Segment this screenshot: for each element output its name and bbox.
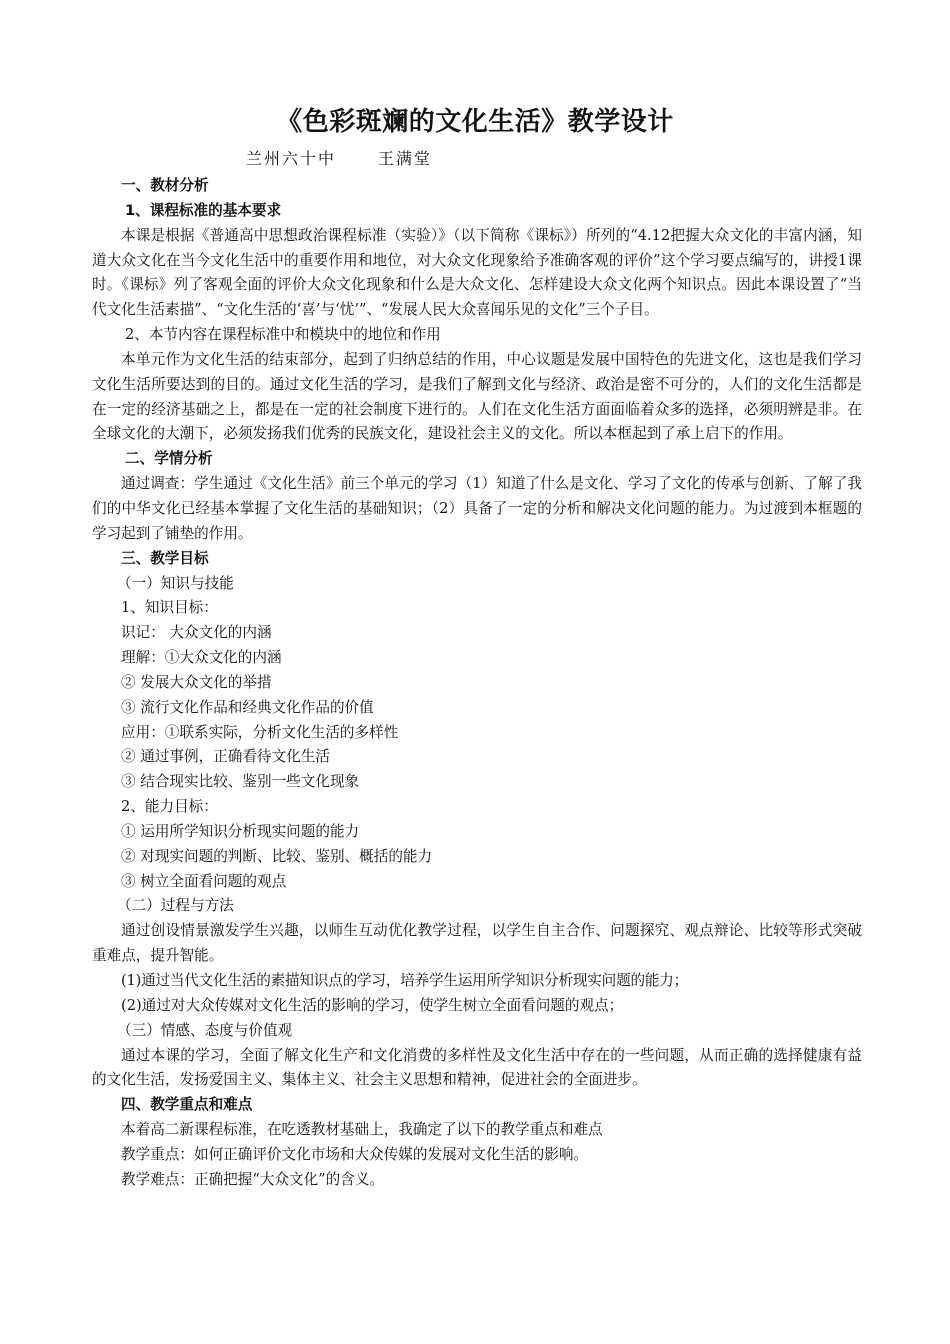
paragraph: 应用：①联系实际，分析文化生活的多样性 bbox=[121, 723, 399, 741]
document-body bbox=[92, 174, 862, 1193]
paragraph: 本课是根据《普通高中思想政治课程标准（实验）》（以下简称《课标》）所列的“4.12把握大众文化的丰富内涵，知道大众文化在当今文化生活中的重要作用和地位，对大众文化现象给予准确客观的评价”这个学习要点编写的，讲授1课时。《课标》列了客观全面的评价大众文化现象和什么是大众文化、怎样建设大众文化两个知识点。因此本课设置了“当代文化生活素描”、“文化生活的‘喜’与‘忧’”、“发展人民大众喜闻乐见的文化”三个子目。 bbox=[92, 226, 862, 319]
document-title: 《色彩斑斓的文化生活》教学设计 bbox=[276, 107, 674, 137]
section-heading: 四、教学重点和难点 bbox=[121, 1096, 253, 1114]
section-heading: 1、课程标准的基本要求 bbox=[125, 201, 282, 219]
paragraph: 理解：①大众文化的内涵 bbox=[121, 649, 282, 667]
author-line bbox=[246, 148, 432, 170]
section-heading: 一、教材分析 bbox=[121, 177, 209, 194]
paragraph: 1、知识目标： bbox=[121, 599, 218, 617]
paragraph: 教学难点：正确把握“大众文化”的含义。 bbox=[121, 1170, 385, 1188]
paragraph: 本单元作为文化生活的结束部分，起到了归纳总结的作用，中心议题是发展中国特色的先进文化，这也是我们学习文化生活所要达到的目的。通过文化生活的学习，是我们了解到文化与经济、政治是密不可分的，人们的文化生活都是在一定的经济基础之上，都是在一定的社会制度下进行的。人们在文化生活方面面临着众多的选择，必须明辨是非。在全球文化的大潮下，必须发扬我们优秀的民族文化，建设社会主义的文化。所以本框起到了承上启下的作用。 bbox=[92, 350, 862, 443]
section-heading: 三、教学目标 bbox=[121, 549, 209, 567]
section-heading: 二、学情分析 bbox=[125, 450, 213, 468]
paragraph: 通过创设情景激发学生兴趣，以师生互动优化教学过程，以学生自主合作、问题探究、观点辩论、比较等形式突破重难点，提升智能。 bbox=[92, 922, 862, 965]
paragraph: ② 对现实问题的判断、比较、鉴别、概括的能力 bbox=[121, 847, 433, 865]
paragraph: 教学重点：如何正确评价文化市场和大众传媒的发展对文化生活的影响。 bbox=[121, 1145, 589, 1163]
paragraph: 识记： 大众文化的内涵 bbox=[121, 624, 272, 642]
paragraph: ② 发展大众文化的举措 bbox=[121, 673, 272, 691]
paragraph: ③ 结合现实比较、鉴别一些文化现象 bbox=[121, 773, 360, 791]
paragraph: （二）过程与方法 bbox=[117, 897, 234, 915]
paragraph: 通过本课的学习，全面了解文化生产和文化消费的多样性及文化生活中存在的一些问题，从而正确的选择健康有益的文化生活，发扬爱国主义、集体主义、社会主义思想和精神，促进社会的全面进步。 bbox=[92, 1046, 862, 1089]
paragraph: ③ 树立全面看问题的观点 bbox=[121, 872, 287, 890]
paragraph: ② 通过事例，正确看待文化生活 bbox=[121, 748, 330, 766]
paragraph: （三）情感、态度与价值观 bbox=[117, 1021, 293, 1039]
paragraph: 2、本节内容在课程标准中和模块中的地位和作用 bbox=[125, 326, 441, 344]
paragraph: ③ 流行文化作品和经典文化作品的价值 bbox=[121, 698, 374, 716]
paragraph: （一）知识与技能 bbox=[117, 574, 234, 592]
paragraph: 2、能力目标： bbox=[121, 798, 218, 816]
paragraph: ① 运用所学知识分析现实问题的能力 bbox=[121, 822, 360, 840]
paragraph: 本着高二新课程标准，在吃透教材基础上，我确定了以下的教学重点和难点 bbox=[121, 1121, 603, 1139]
author-school: 兰州六十中 bbox=[246, 149, 337, 168]
paragraph: (2)通过对大众传媒对文化生活的影响的学习，使学生树立全面看问题的观点； bbox=[121, 996, 624, 1014]
paragraph: (1)通过当代文化生活的素描知识点的学习，培养学生运用所学知识分析现实问题的能力； bbox=[121, 972, 689, 989]
paragraph: 通过调查：学生通过《文化生活》前三个单元的学习（1）知道了什么是文化、学习了文化的传承与创新、了解了我们的中华文化已经基本掌握了文化生活的基础知识；（2）具备了一定的分析和解决文化问题的能力。为过渡到本框题的学习起到了铺垫的作用。 bbox=[92, 475, 862, 542]
author-name: 王满堂 bbox=[378, 149, 433, 168]
